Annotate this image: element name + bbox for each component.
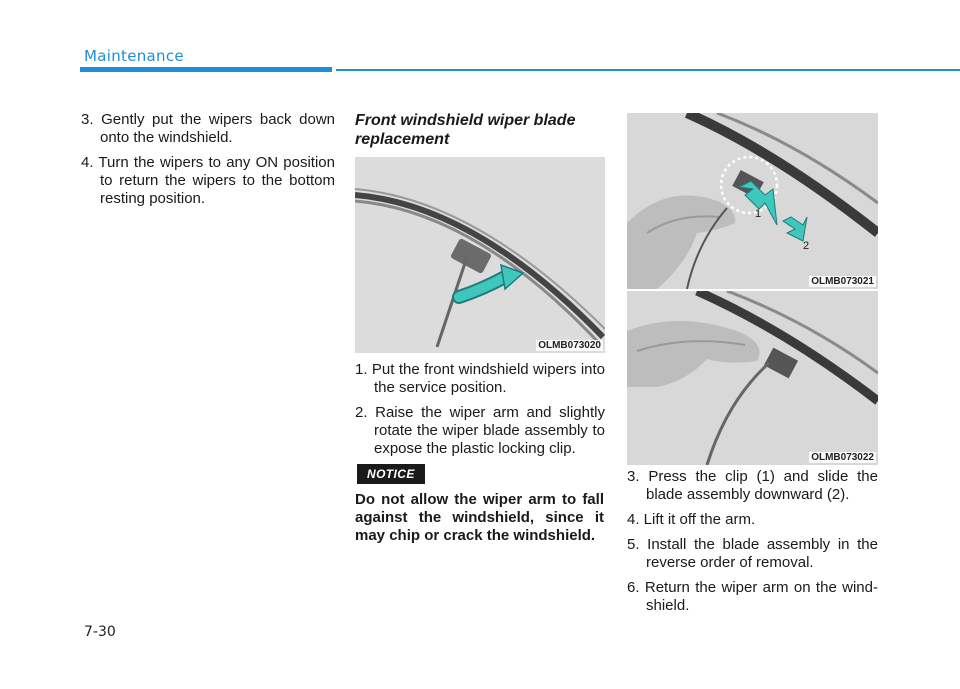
- column-2-steps: [355, 361, 605, 465]
- lift-off-illustration: [627, 291, 878, 465]
- steps-list: [627, 468, 878, 615]
- notice-badge: NOTICE: [357, 464, 425, 484]
- figure-wiper-arm: [355, 157, 605, 353]
- section-heading: Front windshield wiper blade replacement: [355, 112, 576, 148]
- header-rule-thick: [80, 67, 332, 72]
- callout-1: 1: [755, 208, 762, 220]
- step-item: 4. Lift it off the arm.: [627, 511, 756, 528]
- figure-clip-press: [627, 113, 878, 289]
- step-item: 2. Raise the wiper arm and slightly rotate the wiper blade assembly to expose the plastic locking clip.: [355, 404, 605, 457]
- figure-code: OLMB073020: [538, 340, 601, 351]
- page-number: 7-30: [84, 624, 116, 640]
- column-3: [627, 468, 878, 622]
- column-2: [355, 111, 605, 149]
- step-item: 1. Put the front windshield wipers into the service position.: [355, 361, 605, 396]
- step-item: 4. Turn the wipers to any ON position to return the wipers to the bottom resting position.: [81, 154, 335, 207]
- step-item: 3. Press the clip (1) and slide the blade assembly downward (2).: [627, 468, 878, 503]
- section-title: Maintenance: [84, 47, 184, 65]
- callout-2: 2: [803, 240, 810, 252]
- column-1: [81, 111, 335, 215]
- steps-list: [355, 361, 605, 458]
- header-rule-thin: [336, 69, 960, 71]
- notice-text: Do not allow the wiper arm to fall against the windshield, since it may chip or crack the windshield.: [355, 491, 604, 544]
- steps-list: [81, 111, 335, 208]
- clip-press-illustration: [627, 113, 878, 289]
- step-item: 3. Gently put the wipers back down onto the windshield.: [81, 111, 335, 146]
- figure-code: OLMB073021: [811, 276, 874, 287]
- wiper-arm-illustration: [355, 157, 605, 353]
- step-item: 6. Return the wiper arm on the wind- shield.: [627, 579, 878, 614]
- figure-lift-off: [627, 291, 878, 465]
- figure-code: OLMB073022: [811, 452, 874, 463]
- step-item: 5. Install the blade assembly in the reverse order of removal.: [627, 536, 878, 571]
